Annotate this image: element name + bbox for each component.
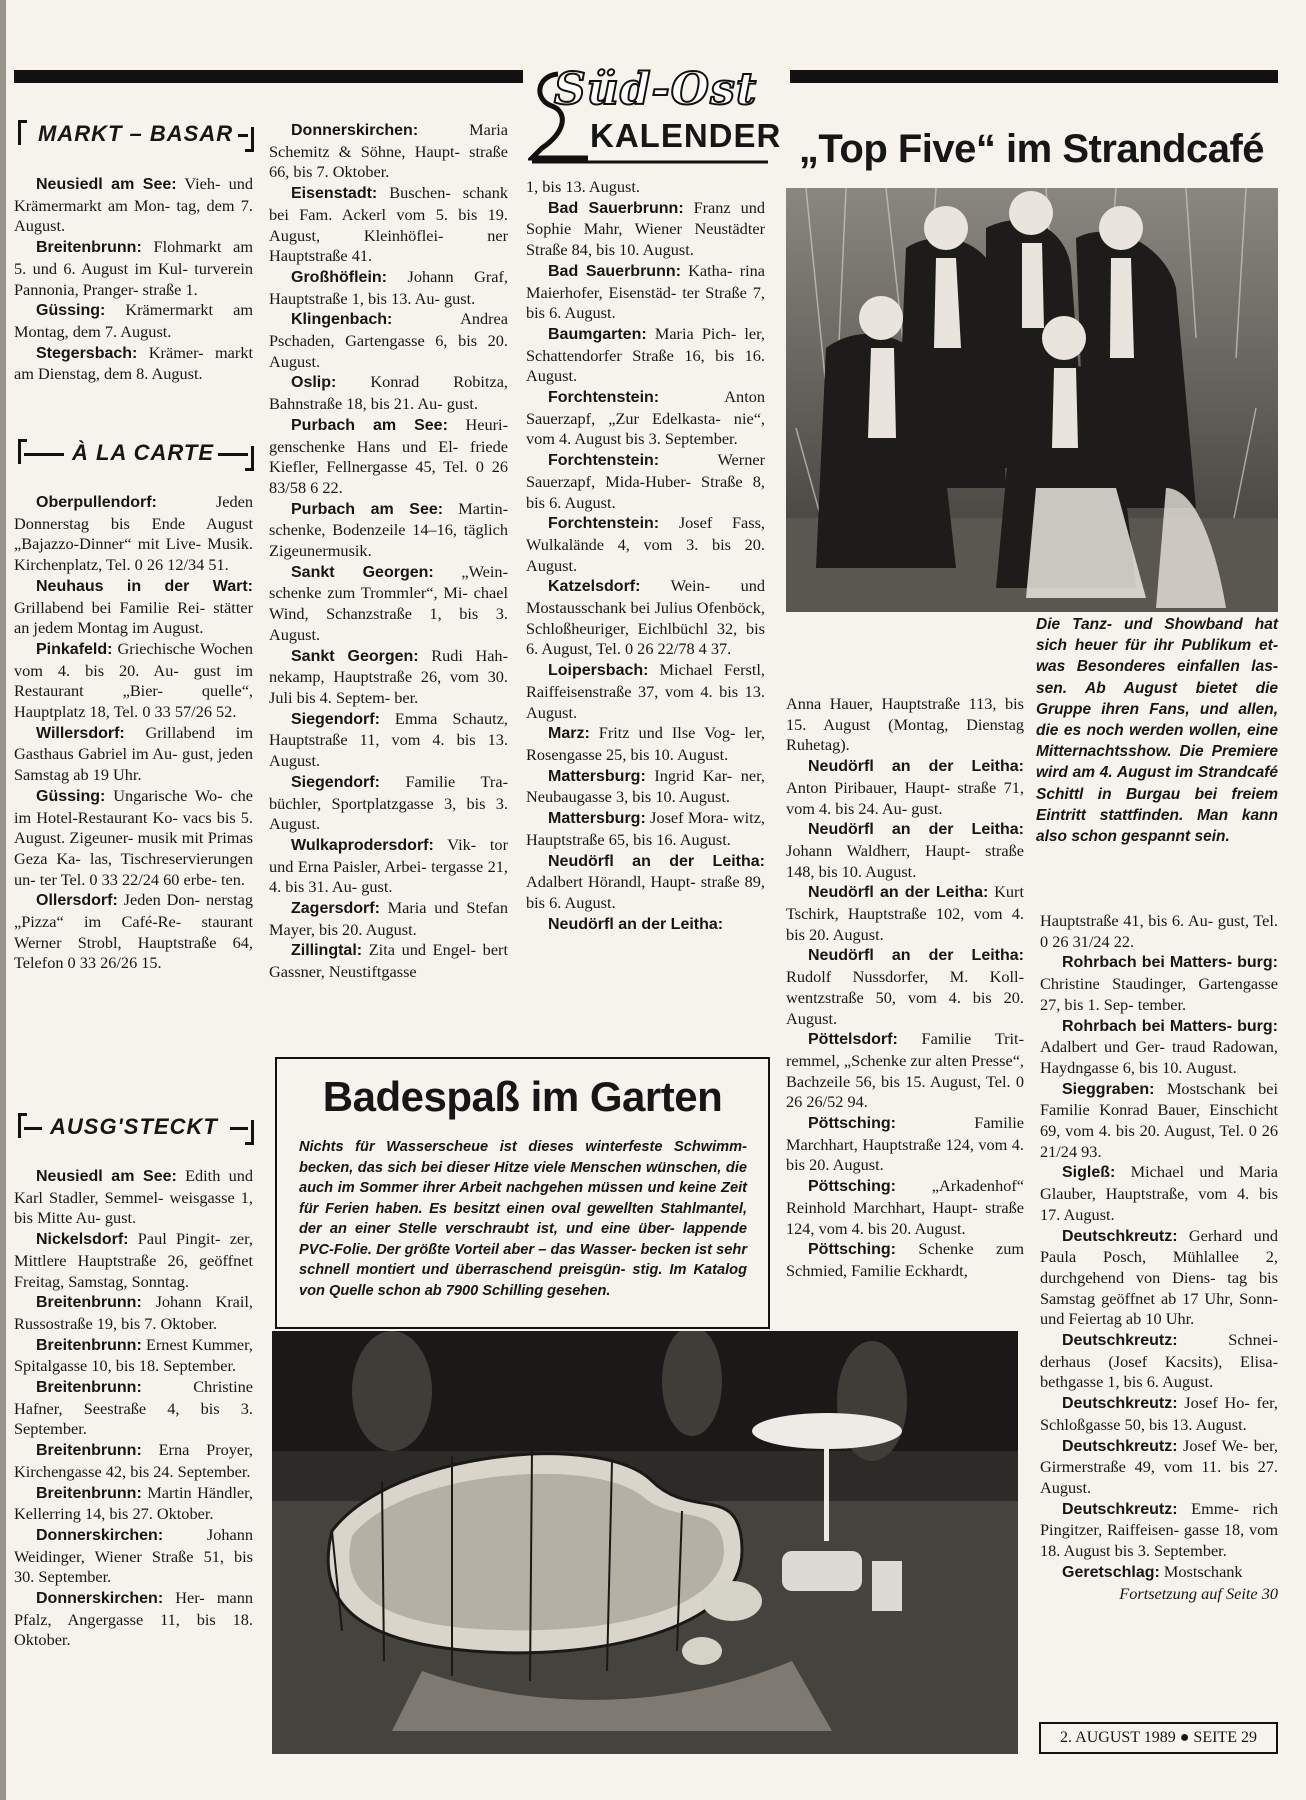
entry-text: Mattersburg: Josef Mora- witz, Hauptstraße 65, bis 16. August. [526,808,765,849]
entry-text: Deutschkreutz: Emme- rich Pingitzer, Raiffeisen- gasse 18, vom 18. August bis 3. September. [1040,1498,1278,1561]
column-1-ausgsteckt [14,1166,253,1651]
column-1-markt [14,174,253,385]
entry-text: Deutschkreutz: Josef We- ber, Girmerstraße 49, vom 11. bis 27. August. [1040,1435,1278,1497]
entry-text: Donnerskirchen: Maria Schemitz & Söhne, Haupt- straße 66, bis 7. Oktober. [269,120,508,182]
entry-text: Siegendorf: Emma Schautz, Hauptstraße 11, vom 4. bis 13. August. [269,708,508,771]
entry-text: Forchtenstein: Werner Sauerzapf, Mida-Huber- Straße 8, bis 6. August. [526,450,765,512]
entry-text: Oberpullendorf: Jeden Donnerstag bis Ende August „Bajazzo-Dinner“ mit Live- Musik. Kirchenplatz, Tel. 0 26 12/34 51. [14,492,253,575]
entry-text: Neudörfl an der Leitha: Rudolf Nussdorfer, M. Koll- wentzstraße 50, vom 4. bis 20. August. [786,947,1024,1028]
top-rule-left [14,70,523,83]
entry-text: Forchtenstein: Anton Sauerzapf, „Zur Edelkasta- nie“, vom 4. August bis 3. September. [526,387,765,449]
entry-text: Oslip: Konrad Robitza, Bahnstraße 18, bis 21. Au- gust. [269,372,508,414]
section-header-ausgsteckt [18,1110,254,1146]
headline-top-five: „Top Five“ im Strandcafé [798,127,1265,171]
top-rule-right [790,70,1278,83]
entry-text: Neuhaus in der Wart: Grillabend bei Familie Rei- stätter an jedem Montag im August. [14,577,253,638]
entry-text: Nickelsdorf: Paul Pingit- zer, Mittlere Hauptstraße 26, geöffnet Freitag, Samstag, Sonntag. [14,1229,253,1291]
entry-text: Baumgarten: Maria Pich- ler, Schattendorfer Straße 16, bis 16. August. [526,323,765,386]
entry-text: Breitenbrunn: Ernest Kummer, Spitalgasse 10, bis 18. September. [14,1334,253,1376]
entry-text: Rohrbach bei Matters- burg: Christine Staudinger, Gartengasse 27, bis 1. Sep- tember. [1040,954,1278,1014]
caption-text: Die Tanz- und Showband hat sich heuer für ihr Publikum et- was Besonderes einfallen las- sen. Ab August bietet die Gruppe ihren Fans, und allen, die es noch werden wollen, eine Mitternachtsshow. Die Premiere wird am 4. August im Strandcafé Schittl in Burgau bei freiem Eintritt stattfinden. Man kann also schon gespannt sein. [1036,616,1278,846]
entry-text: Breitenbrunn: Erna Proyer, Kirchengasse 42, bis 24. September. [14,1440,253,1481]
section-title-ausgsteckt: AUSG'STECKT [50,1114,218,1139]
section-title-markt-basar: MARKT – BASAR [38,121,234,146]
entry-text: Sieggraben: Mostschank bei Familie Konrad Bauer, Einschicht 69, vom 4. bis 20. August, Tel. 0 26 21/24 93. [1040,1078,1278,1161]
column-1-a-la-carte [14,492,253,974]
entry-text: Güssing: Krämermarkt am Montag, dem 7. August. [14,300,253,341]
entry-text: Purbach am See: Heuri- genschenke Hans und El- friede Kiefler, Fellnergasse 45, Tel. 0 26 83/58 6 22. [269,414,509,497]
logo-script-text: Süd-Ost [554,64,758,115]
badespass-box [275,1057,770,1329]
entry-text: Klingenbach: Andrea Pschaden, Gartengasse 6, bis 20. August. [269,309,508,371]
entry-text: Breitenbrunn: Johann Krail, Russostraße 19, bis 7. Oktober. [14,1292,253,1333]
column-3 [526,177,765,935]
entry-text: Katzelsdorf: Wein- und Mostausschank bei Julius Ofenböck, Schloßheuriger, Eichlbüchl 32, bis 6. August, Tel. 0 26 22/78 4 37. [526,576,765,659]
sued-ost-kalender-logo [528,62,782,170]
entry-text: Neudörfl an der Leitha: Johann Waldherr, Haupt- straße 148, bis 10. August. [786,821,1024,881]
pool-photo-graphic [272,1331,1018,1754]
section-header-markt-basar [18,117,254,153]
section-title-a-la-carte: À LA CARTE [72,440,214,465]
entry-text: Geretschlag: Mostschank [1062,1561,1243,1581]
page-folio: 2. AUGUST 1989 ● SEITE 29 [1039,1722,1278,1754]
entry-text: Neudörfl an der Leitha: Kurt Tschirk, Hauptstraße 102, vom 4. bis 20. August. [786,882,1024,944]
entry-text: Anna Hauer, Hauptstraße 113, bis 15. August (Montag, Dienstag Ruhetag). [786,694,1024,755]
entry-text: Sankt Georgen: Rudi Hah- nekamp, Hauptstraße 26, vom 30. Juli bis 4. Septem- ber. [269,645,508,707]
entry-text: Deutschkreutz: Schnei- derhaus (Josef Kacsits), Elisa- bethgasse 1, bis 6. August. [1040,1330,1278,1392]
entry-text: Stegersbach: Krämer- markt am Dienstag, dem 8. August. [14,342,253,384]
entry-text: Pöttsching: Familie Marchhart, Hauptstraße 124, vom 4. bis 20. August. [786,1113,1024,1175]
continuation-note: Fortsetzung auf Seite 30 [1119,1583,1278,1603]
entry-text: Pöttelsdorf: Familie Trit- remmel, „Schenke zur alten Presse“, Bachzeile 56, bis 15. August, Tel. 0 26 26/52 94. [786,1029,1024,1112]
entry-text: Großhöflein: Johann Graf, Hauptstraße 1, bis 13. Au- gust. [269,266,508,308]
page-binding-edge [0,0,6,1800]
pool-photo [272,1331,1018,1754]
entry-text: Breitenbrunn: Martin Händler, Kellerring 14, bis 27. Oktober. [14,1482,253,1524]
entry-text: Hauptstraße 41, bis 6. Au- gust, Tel. 0 26 31/24 22. [1040,911,1278,951]
headline-badespass: Badespaß im Garten [322,1073,723,1120]
entry-text: Zagersdorf: Maria und Stefan Mayer, bis 20. August. [269,898,508,939]
entry-text: Wulkaprodersdorf: Vik- tor und Erna Paisler, Arbei- tergasse 21, 4. bis 31. Au- gust. [269,834,508,897]
entry-text: Pöttsching: „Arkadenhof“ Reinhold Marchhart, Haupt- straße 124, vom 4. bis 20. August. [786,1176,1024,1238]
entry-text: Deutschkreutz: Josef Ho- fer, Schloßgasse 50, bis 13. August. [1040,1393,1278,1434]
entry-text: Donnerskirchen: Her- mann Pfalz, Angergasse 11, bis 18. Oktober. [14,1588,253,1650]
entry-text: Loipersbach: Michael Ferstl, Raiffeisenstraße 37, vom 4. bis 13. August. [526,660,765,722]
entry-text: Sankt Georgen: „Wein- schenke zum Trommler“, Mi- chael Wind, Schanzstraße 1, bis 3. August. [269,561,508,644]
entry-text: Neusiedl am See: Vieh- und Krämermarkt am Mon- tag, dem 7. August. [14,174,253,236]
entry-text: Neudörfl an der Leitha: Adalbert Hörandl, Haupt- straße 89, bis 6. August. [526,852,765,912]
entry-text: Deutschkreutz: Gerhard und Paula Posch, Mühlallee 2, durchgehend von Diens- tag bis Samstag geöffnet ab 17 Uhr, Sonn- und Feiertag ab 10 Uhr. [1040,1225,1278,1329]
entry-text: Siegendorf: Familie Tra- büchler, Sportplatzgasse 3, bis 3. August. [269,771,508,834]
entry-text: Donnerskirchen: Johann Weidinger, Wiener Straße 51, bis 30. September. [14,1524,253,1587]
entry-text: Güssing: Ungarische Wo- che im Hotel-Restaurant Ko- vacs bis 5. August. Zigeuner- musik mit Primas Geza Ka- las, Tischreservierungen un- ter Tel. 0 33 22/24 60 erbe- ten. [14,785,253,889]
entry-text: Bad Sauerbrunn: Franz und Sophie Mahr, Wiener Neustädter Straße 84, bis 10. August. [526,197,765,260]
badespass-deck: Nichts für Wasserscheue ist dieses winterfeste Schwimm- becken, das sich bei dieser Hitze viele Menschen wünschen, die auch im Sommer ihrer Arbeit nachgehen müssen und keine Zeit für Ferien haben. Es besitzt einen oval gewellten Stahlmantel, der an einer Stelle verschraubt ist, und eine über- lappende PVC-Folie. Der größte Vorteil aber – das Wasser- becken ist sehr schnell montiert und überraschend preisgün- stig. Im Katalog von Quelle schon ab 7900 Schilling gesehen. [299,1139,747,1299]
entry-text: Pöttsching: Schenke zum Schmied, Familie Eckhardt, [786,1239,1024,1280]
entry-text: Sigleß: Michael und Maria Glauber, Hauptstraße, vom 4. bis 17. August. [1040,1162,1278,1224]
entry-text: Rohrbach bei Matters- burg: Adalbert und Ger- traud Radowan, Haydngasse 6, bis 10. August. [1040,1017,1278,1077]
entry-text: Eisenstadt: Buschen- schank bei Fam. Ackerl vom 5. bis 19. August, Kleinhöflei- ner Hauptstraße 41. [269,183,508,266]
entry-text: Neusiedl am See: Edith und Karl Stadler, Semmel- weisgasse 1, bis Mitte Au- gust. [14,1166,253,1228]
entry-text: Breitenbrunn: Christine Hafner, Seestraße 4, bis 3. September. [14,1377,253,1439]
entry-text: Zillingtal: Zita und Engel- bert Gassner, Neustiftgasse [269,940,508,982]
entry-text: Bad Sauerbrunn: Katha- rina Maierhofer, Eisenstäd- ter Straße 7, bis 6. August. [526,260,766,323]
entry-text: Purbach am See: Martin- schenke, Bodenzeile 14–16, täglich Zigeunermusik. [269,498,509,561]
column-2 [269,120,508,983]
entry-text: Marz: Fritz und Ilse Vog- ler, Rosengasse 25, bis 10. August. [526,723,765,764]
entry-text: Neudörfl an der Leitha: Anton Piribauer, Haupt- straße 71, vom 4. bis 24. Au- gust. [786,758,1024,818]
band-photo-caption [1036,614,1278,847]
band-photo [786,188,1278,612]
entry-text: Ollersdorf: Jeden Don- nerstag „Pizza“ im Café-Re- staurant Werner Strobl, Hauptstraße 64, Telefon 0 33 26/26 15. [14,890,253,973]
logo-kalender-text: KALENDER [590,117,782,154]
entry-text: Mattersburg: Ingrid Kar- ner, Neubaugasse 3, bis 10. August. [526,765,765,807]
entry-text: 1, bis 13. August. [526,177,640,196]
entry-text: Willersdorf: Grillabend im Gasthaus Gabriel im Au- gust, jeden Samstag ab 19 Uhr. [14,722,253,785]
entry-text: Forchtenstein: Josef Fass, Wulkalände 4, vom 3. bis 20. August. [526,513,765,575]
entry-text: Pinkafeld: Griechische Wochen vom 4. bis 20. Au- gust im Restaurant „Bier- quelle“, Hauptplatz 18, Tel. 0 33 57/26 52. [14,638,253,722]
column-4 [786,694,1024,1282]
entry-text: Breitenbrunn: Flohmarkt am 5. und 6. August im Kul- turverein Pannonia, Pranger- straße 1. [14,237,253,299]
band-photo-graphic [786,188,1278,612]
column-5 [1040,911,1278,1604]
section-header-a-la-carte [18,436,254,472]
entry-text: Neudörfl an der Leitha: [548,915,724,933]
